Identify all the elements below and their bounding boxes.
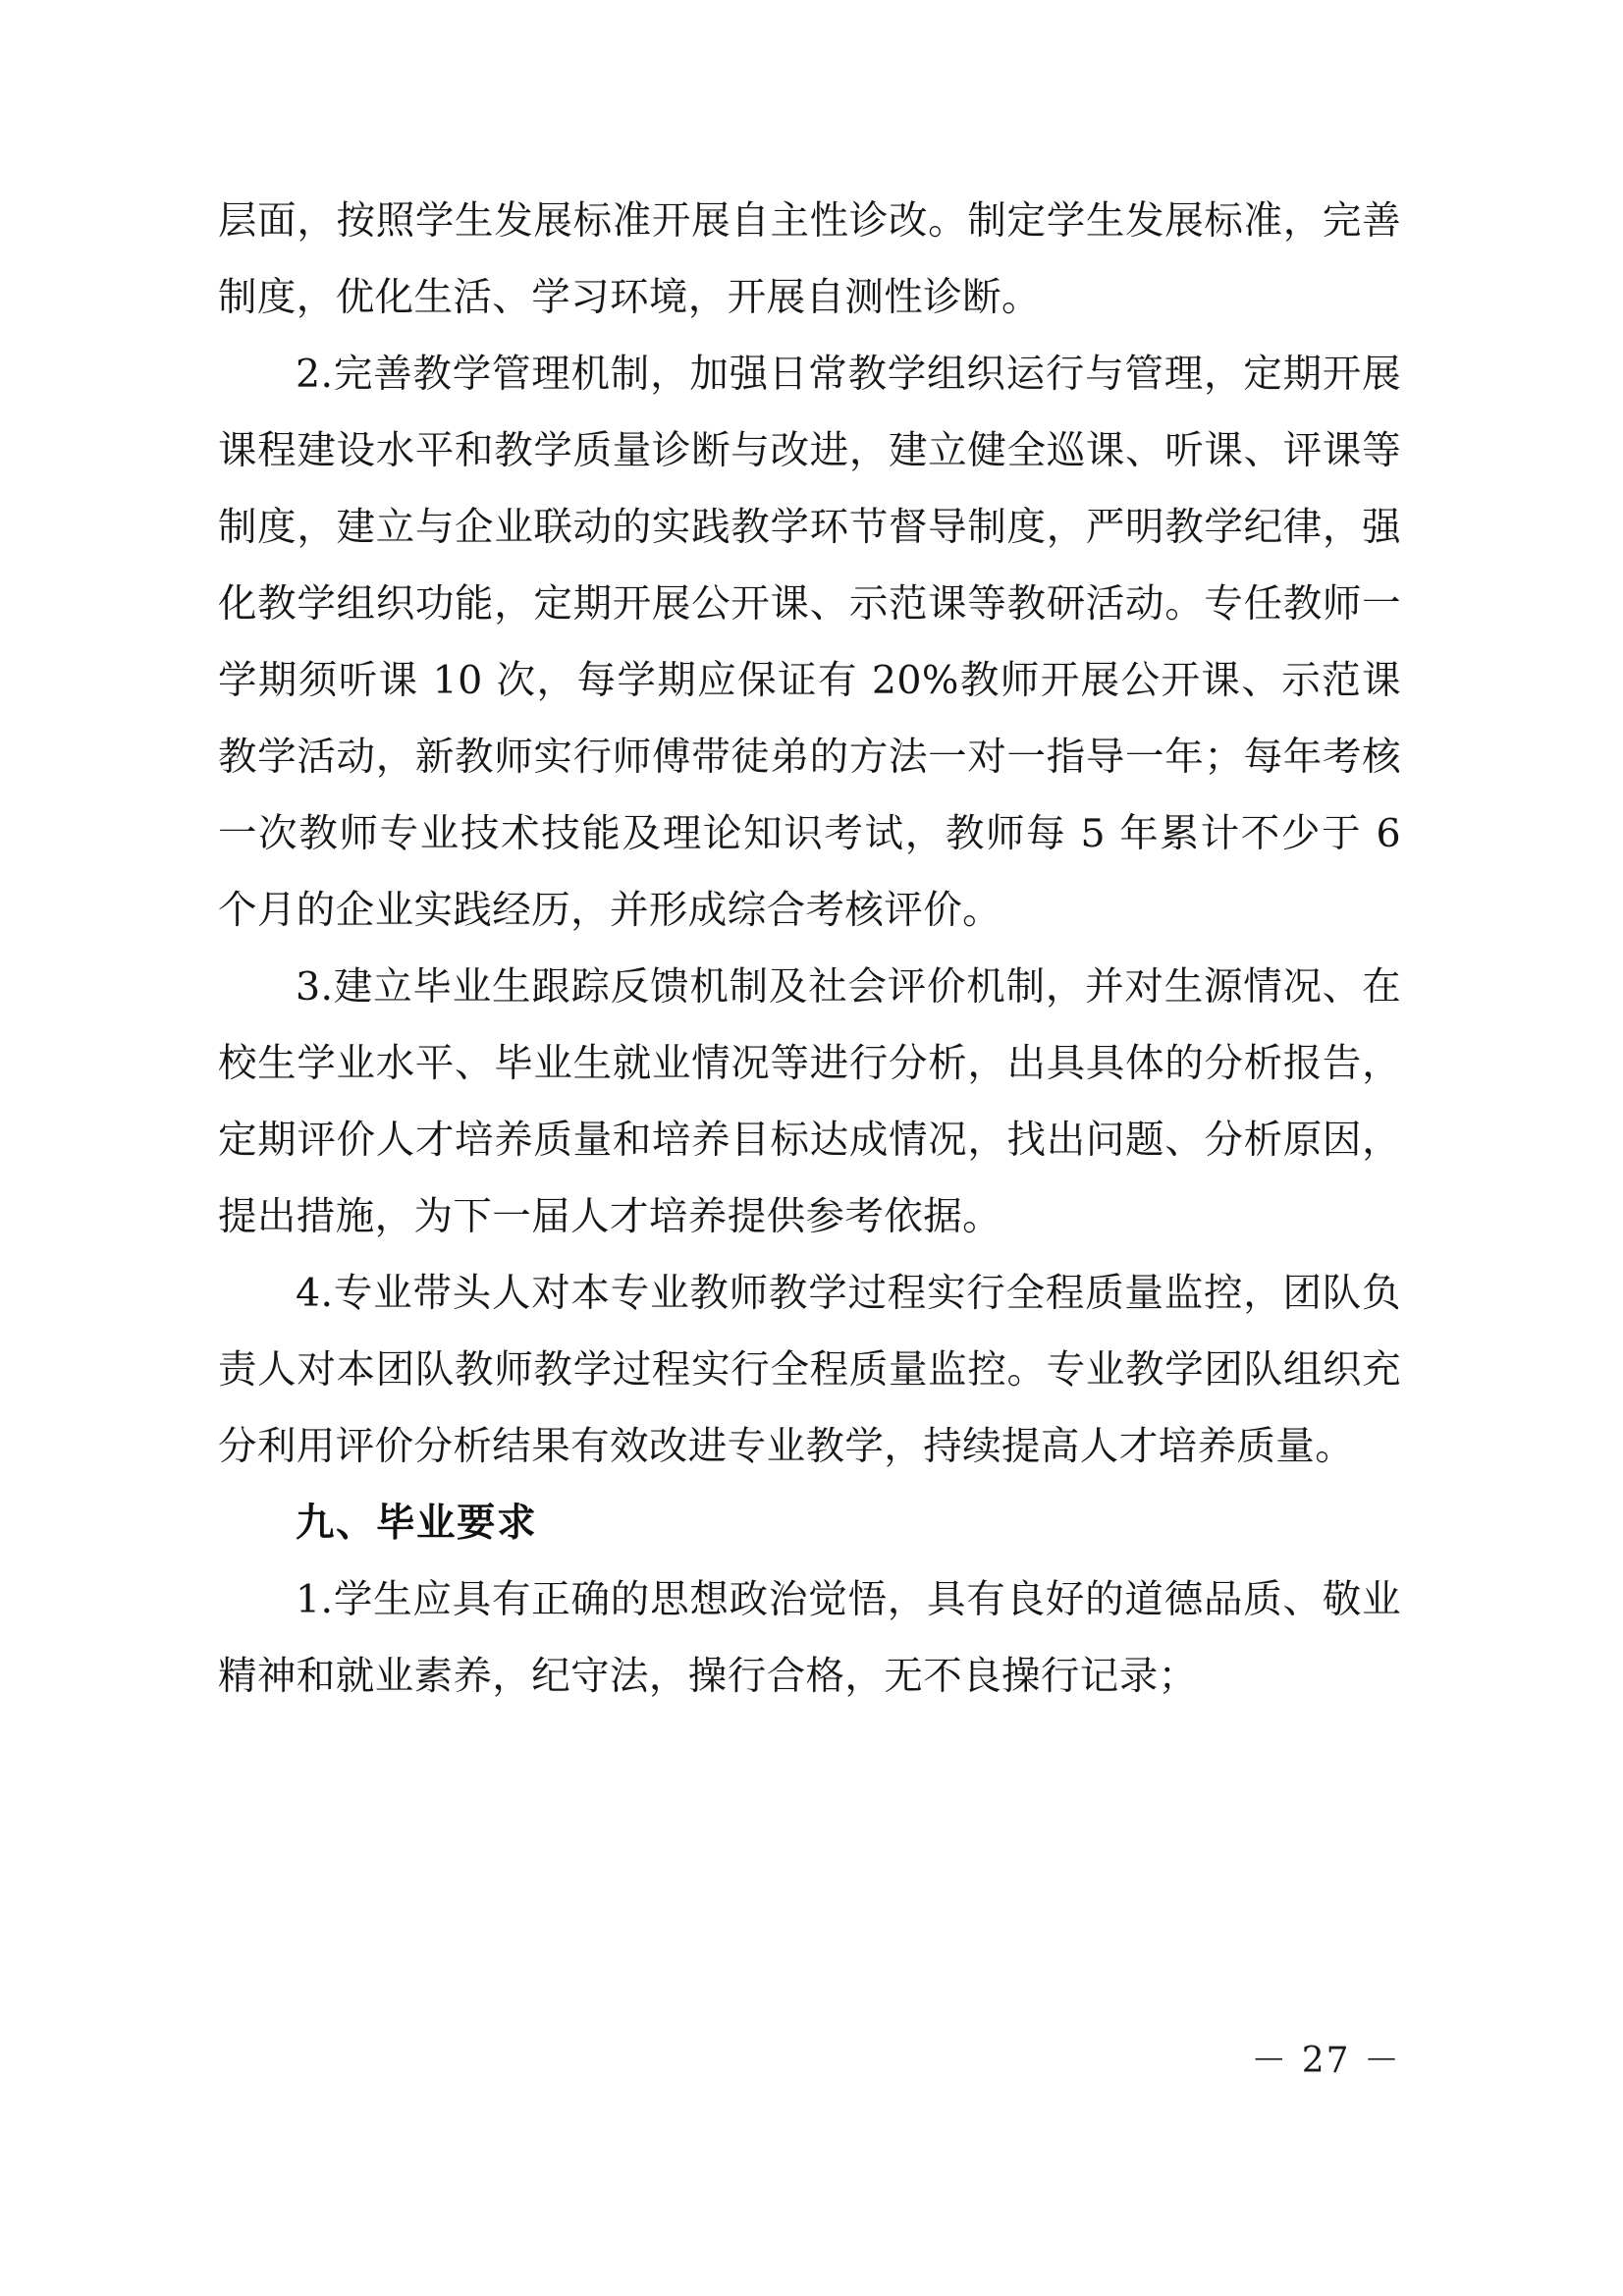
paragraph-graduation-1: 1.学生应具有正确的思想政治觉悟，具有良好的道德品质、敬业精神和就业素养，纪守法，操行合格，无不良操行记录； — [218, 1577, 1401, 1699]
paragraph-continued: 层面，按照学生发展标准开展自主性诊改。制定学生发展标准，完善制度，优化生活、学习环境，开展自测性诊断。 — [218, 198, 1401, 320]
paragraph-item-2: 2.完善教学管理机制，加强日常教学组织运行与管理，定期开展课程建设水平和教学质量诊断与改进，建立健全巡课、听课、评课等制度，建立与企业联动的实践教学环节督导制度，严明教学纪律，强化教学组织功能，定期开展公开课、示范课等教研活动。专任教师一学期须听课 10 次，每学期应保证有 20%教师开展公开课、示范课教学活动，新教师实行师傅带徒弟的方法一对一指导一年；每年考核一次教师专业技术技能及理论知识考试，教师每 5 年累计不少于 6 个月的企业实践经历，并形成综合考核评价。 — [218, 352, 1401, 933]
paragraph-item-4: 4.专业带头人对本专业教师教学过程实行全程质量监控，团队负责人对本团队教师教学过程实行全程质量监控。专业教学团队组织充分利用评价分析结果有效改进专业教学，持续提高人才培养质量。 — [218, 1271, 1401, 1469]
page-number: － 27 － — [1251, 2041, 1401, 2081]
section-heading: 九、毕业要求 — [296, 1501, 537, 1546]
paragraph-item-3: 3.建立毕业生跟踪反馈机制及社会评价机制，并对生源情况、在校生学业水平、毕业生就业情况等进行分析，出具具体的分析报告，定期评价人才培养质量和培养目标达成情况，找出问题、分析原因，提出措施，为下一届人才培养提供参考依据。 — [218, 964, 1401, 1239]
page-body — [218, 183, 1401, 1715]
